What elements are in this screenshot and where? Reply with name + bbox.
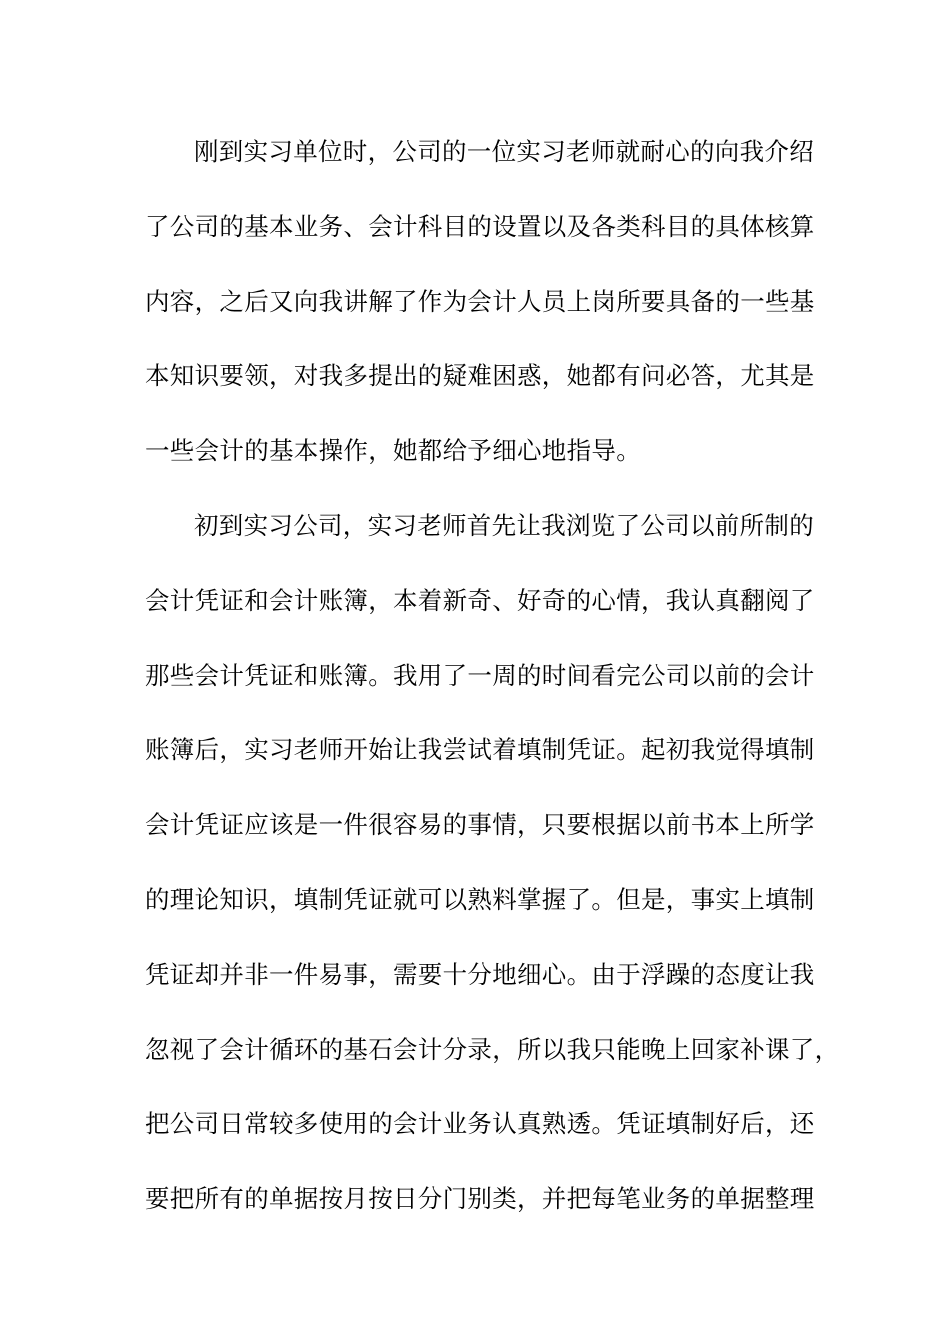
text-line-1: 刚到实习单位时，公司的一位实习老师就耐心的向我介绍 (194, 137, 814, 166)
text-line-8: 那些会计凭证和账簿。我用了一周的时间看完公司以前的会计 (145, 660, 815, 690)
text-line-10: 会计凭证应该是一件很容易的事情，只要根据以前书本上所学 (145, 810, 815, 840)
text-line-7: 会计凭证和会计账簿，本着新奇、好奇的心情，我认真翻阅了 (145, 585, 815, 615)
text-line-11: 的理论知识，填制凭证就可以熟料掌握了。但是，事实上填制 (145, 884, 815, 914)
text-line-6: 初到实习公司，实习老师首先让我浏览了公司以前所制的 (194, 510, 814, 540)
text-line-2: 了公司的基本业务、会计科目的设置以及各类科目的具体核算 (145, 211, 815, 241)
text-line-15: 要把所有的单据按月按日分门别类，并把每笔业务的单据整理 (145, 1184, 815, 1214)
text-line-13: 忽视了会计循环的基石会计分录，所以我只能晚上回家补课了， (145, 1034, 840, 1064)
text-line-14: 把公司日常较多使用的会计业务认真熟透。凭证填制好后，还 (145, 1109, 815, 1139)
text-line-9: 账簿后，实习老师开始让我尝试着填制凭证。起初我觉得填制 (145, 735, 815, 765)
text-line-3: 内容，之后又向我讲解了作为会计人员上岗所要具备的一些基 (145, 286, 815, 316)
body-text (145, 129, 840, 1251)
text-line-5: 一些会计的基本操作，她都给予细心地指导。 (145, 436, 641, 466)
text-line-4: 本知识要领，对我多提出的疑难困惑，她都有问必答，尤其是 (145, 361, 815, 391)
text-line-12: 凭证却并非一件易事，需要十分地细心。由于浮躁的态度让我 (145, 959, 815, 989)
